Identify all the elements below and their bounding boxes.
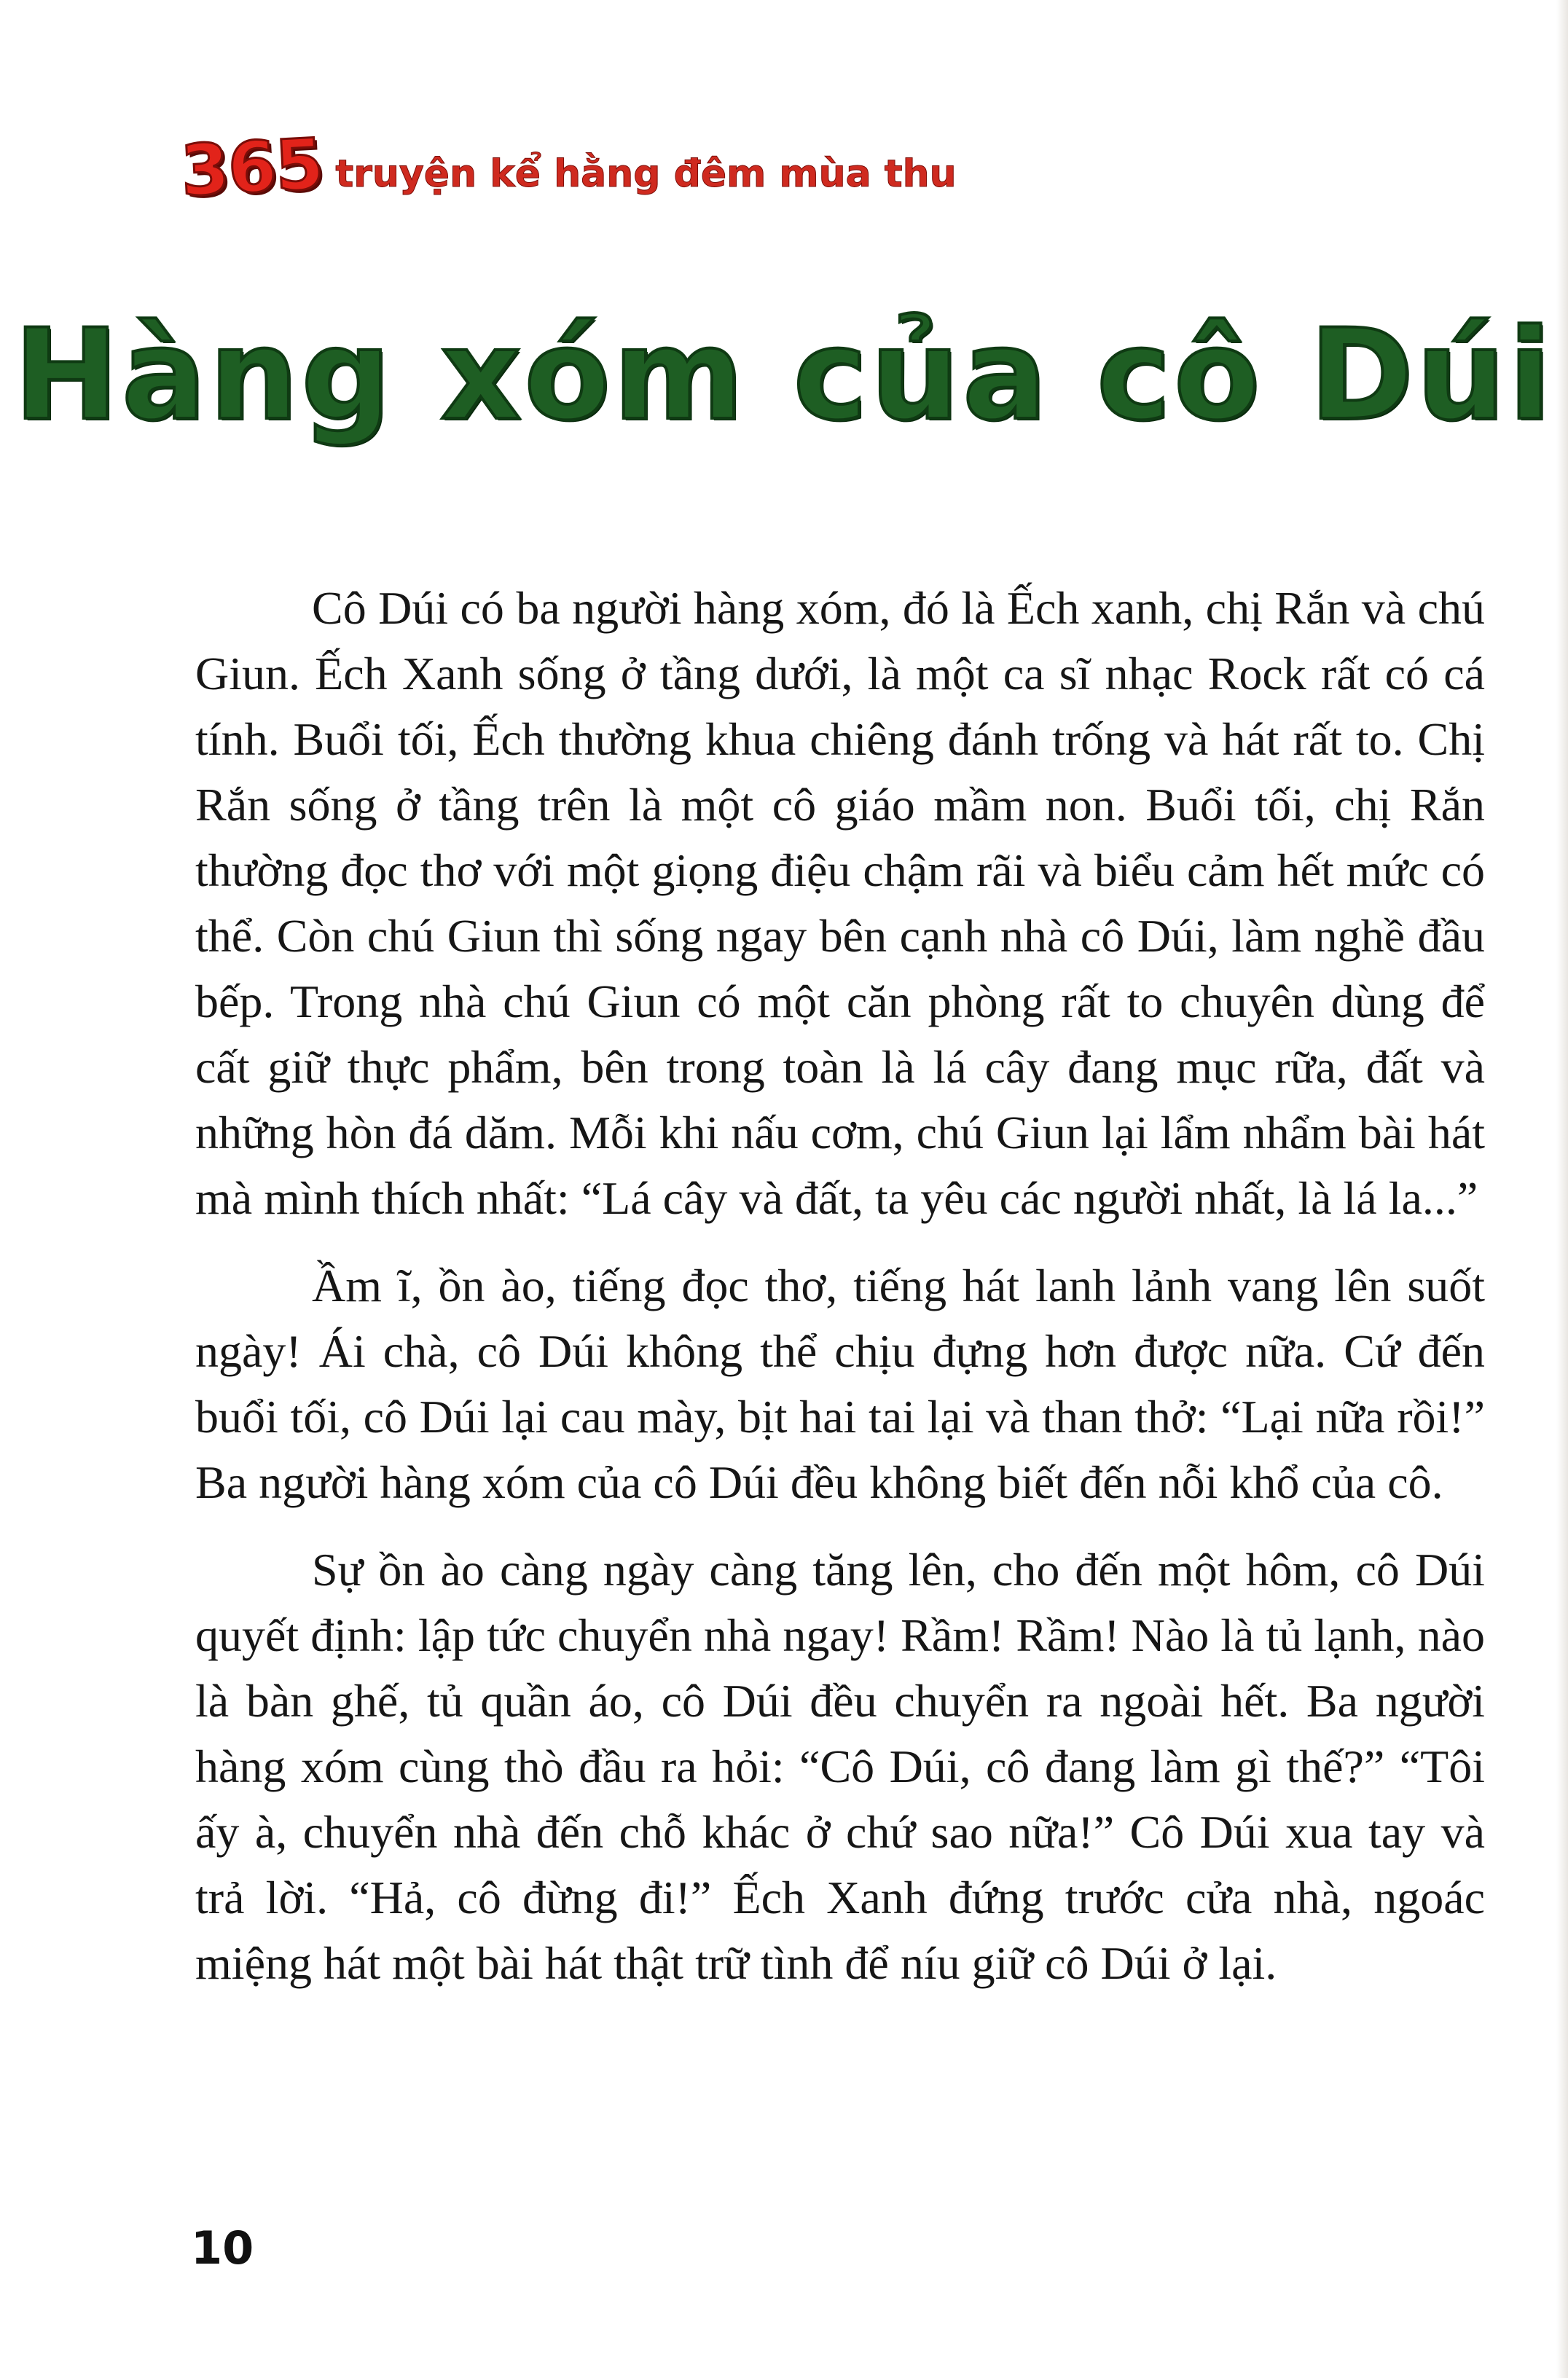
series-header bbox=[181, 124, 957, 211]
series-title: truyện kể hằng đêm mùa thu bbox=[335, 152, 957, 196]
story-paragraph-3: Sự ồn ào càng ngày càng tăng lên, cho đến một hôm, cô Dúi quyết định: lập tức chuyển nhà ngay! Rầm! Rầm! Nào là tủ lạnh, nào là bàn ghế, tủ quần áo, cô Dúi đều chuyển ra ngoài hết. Ba người hàng xóm cùng thò đầu ra hỏi: “Cô Dúi, cô đang làm gì thế?” “Tôi ấy à, chuyển nhà đến chỗ khác ở chứ sao nữa!” Cô Dúi xua tay và trả lời. “Hả, cô đừng đi!” Ếch Xanh đứng trước cửa nhà, ngoác miệng hát một bài hát thật trữ tình để níu giữ cô Dúi ở lại. bbox=[195, 1544, 1485, 1989]
story-paragraph-2: Ầm ĩ, ồn ào, tiếng đọc thơ, tiếng hát lanh lảnh vang lên suốt ngày! Ái chà, cô Dúi không thể chịu đựng hơn được nữa. Cứ đến buổi tối, cô Dúi lại cau mày, bịt hai tai lại và than thở: “Lại nữa rồi!” Ba người hàng xóm của cô Dúi đều không biết đến nỗi khổ của cô. bbox=[195, 1260, 1485, 1508]
story-title: Hàng xóm của cô Dúi bbox=[13, 302, 1555, 448]
page-number: 10 bbox=[191, 2221, 254, 2275]
series-number: 365 bbox=[179, 122, 325, 213]
story-body bbox=[195, 576, 1485, 2018]
story-paragraph-1: Cô Dúi có ba người hàng xóm, đó là Ếch xanh, chị Rắn và chú Giun. Ếch Xanh sống ở tầng dưới, là một ca sĩ nhạc Rock rất có cá tính. Buổi tối, Ếch thường khua chiêng đánh trống và hát rất to. Chị Rắn sống ở tầng trên là một cô giáo mầm non. Buổi tối, chị Rắn thường đọc thơ với một giọng điệu chậm rãi và biểu cảm hết mức có thể. Còn chú Giun thì sống ngay bên cạnh nhà cô Dúi, làm nghề đầu bếp. Trong nhà chú Giun có một căn phòng rất to chuyên dùng để cất giữ thực phẩm, bên trong toàn là lá cây đang mục rữa, đất và những hòn đá dăm. Mỗi khi nấu cơm, chú Giun lại lẩm nhẩm bài hát mà mình thích nhất: “Lá cây và đất, ta yêu các người nhất, là lá la...” bbox=[195, 582, 1485, 1224]
